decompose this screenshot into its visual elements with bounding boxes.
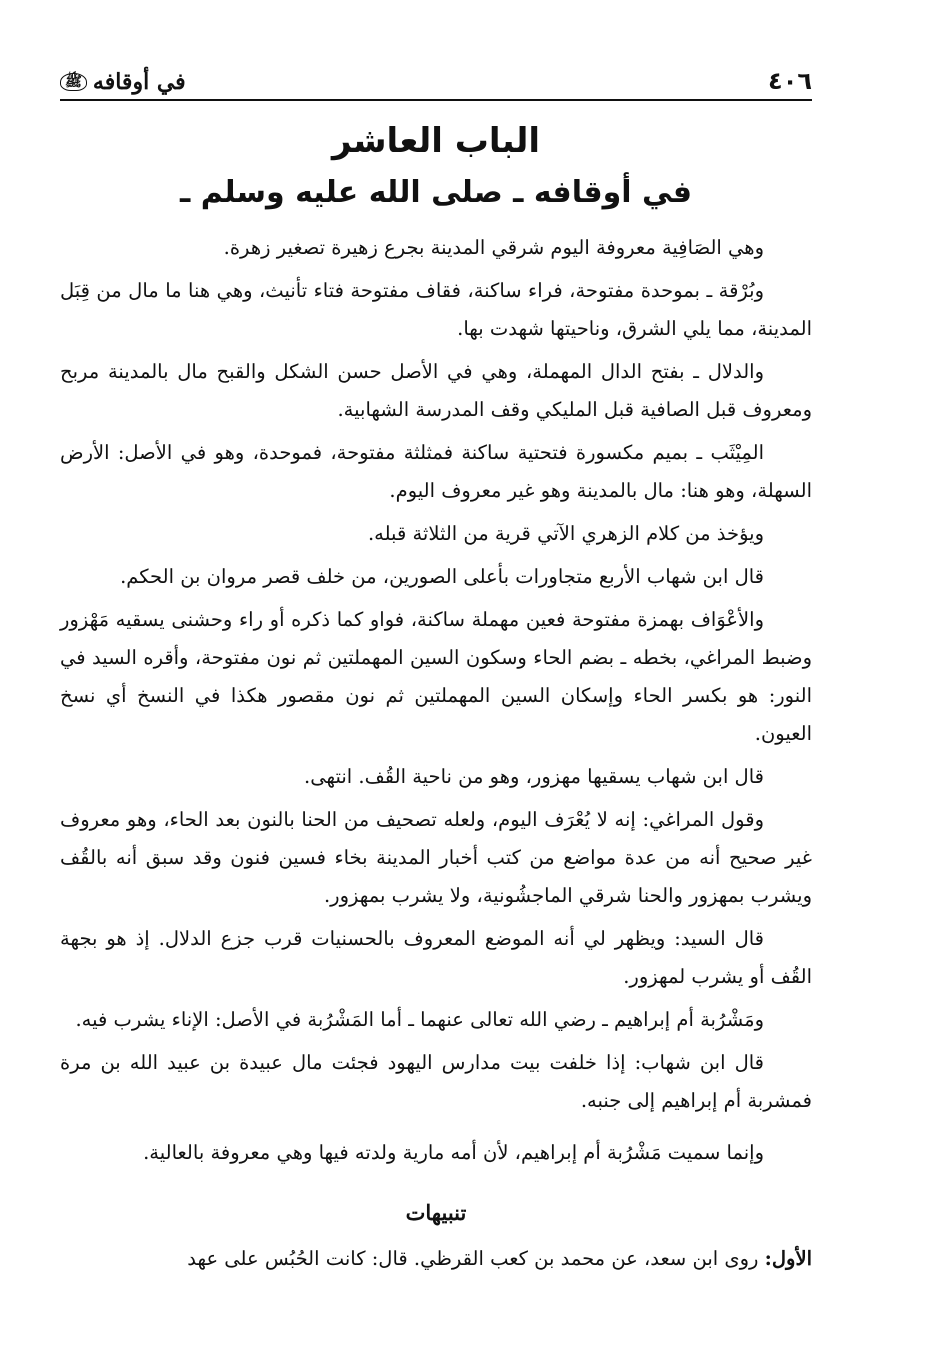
running-title-text: في أوقافه — [92, 69, 186, 95]
page-number: ٤٠٦ — [768, 67, 812, 95]
paragraph-safiya: وهي الصَافِية معروفة اليوم شرقي المدينة بجرع زهيرة تصغير زهرة. — [223, 236, 764, 259]
running-title — [60, 69, 186, 95]
paragraph-ibn-shihab-2: قال ابن شهاب يسقيها مهزور، وهو من ناحية القُف. انتهى. — [304, 765, 764, 788]
note-first-text: روى ابن سعد، عن محمد بن كعب القرظي. قال: كانت الحُبُس على عهد — [187, 1247, 759, 1270]
chapter-subtitle: في أوقافه ـ صلى الله عليه وسلم ـ — [180, 175, 692, 210]
book-page — [60, 55, 812, 1283]
notes-heading: تنبيهات — [405, 1200, 467, 1225]
paragraph-maraghi: وقول المراغي: إنه لا يُعْرَف اليوم، ولعله تصحيف من الحنا بالنون بعد الحاء، وهو معروف غير صحيح أنه من عدة مواضع من كتب أخبار المدينة بخاء فسين فنون وقد سبق أنه بالقُف ويشرب بمهزور والحنا شرقي الماجشُونية، ولا يشرب بمهزور. — [60, 808, 812, 907]
paragraph-ibn-shihab-1: قال ابن شهاب الأربع متجاورات بأعلى الصورين، من خلف قصر مروان بن الحكم. — [120, 565, 764, 588]
paragraph-dalal: والدلال ـ بفتح الدال المهملة، وهي في الأصل حسن الشكل والقبح مال بالمدينة مربح ومعروف قبل الصافية قبل المليكي وقف المدرسة الشهابية. — [60, 360, 812, 421]
paragraph-maythab: المِيْثَب ـ بميم مكسورة فتحتية ساكنة فمثلثة مفتوحة، فموحدة، وهو في الأصل: الأرض السهلة، وهو هنا: مال بالمدينة وهو غير معروف اليوم. — [60, 441, 812, 502]
body-text — [60, 229, 812, 1278]
paragraph-mashruba: ومَشْرُبة أم إبراهيم ـ رضي الله تعالى عنهما ـ أما المَشْرُبة في الأصل: الإناء يشرب فيه. — [75, 1008, 764, 1031]
paragraph-naming: وإنما سميت مَشْرُبة أم إبراهيم، لأن أمه مارية ولدته فيها وهي معروفة بالعالية. — [143, 1141, 764, 1164]
paragraph-ibn-shihab-3: قال ابن شهاب: إذا خلفت بيت مدارس اليهود فجئت مال عبيدة بن عبيد الله بن مرة فمشربة أم إبراهيم إلى جنبه. — [60, 1051, 812, 1112]
paragraph-aawaf: والأعْوَاف بهمزة مفتوحة فعين مهملة ساكنة، فواو كما ذكره أو راء وحشنى يسقيه مَهْزور وضبط المراغي، بخطه ـ بضم الحاء وسكون السين المهملتين ثم نون مفتوحة، وأقره السيد في النور: هو بكسر الحاء وإسكان السين المهملتين ثم نون مقصور هكذا في النسخ أي نسخ العيون. — [60, 608, 812, 745]
paragraph-zuhri-note: ويؤخذ من كلام الزهري الآتي قرية من الثلاثة قبله. — [367, 522, 764, 545]
note-first-label: الأول: — [764, 1247, 812, 1270]
honorific-icon: ﷺ — [60, 73, 87, 91]
note-first — [60, 1240, 812, 1278]
chapter-title: الباب العاشر — [331, 121, 541, 161]
paragraph-sayyid: قال السيد: ويظهر لي أنه الموضع المعروف بالحسنيات قرب جزع الدلال. إذ هو بجهة القُف أو يشرب لمهزور. — [60, 927, 812, 988]
running-header — [60, 55, 812, 101]
paragraph-burqa: وبُرْقة ـ بموحدة مفتوحة، فراء ساكنة، فقاف مفتوحة فتاء تأنيث، وهي هنا ما مال من قِبَل المدينة، مما يلي الشرق، وناحيتها شهدت بها. — [60, 279, 812, 340]
